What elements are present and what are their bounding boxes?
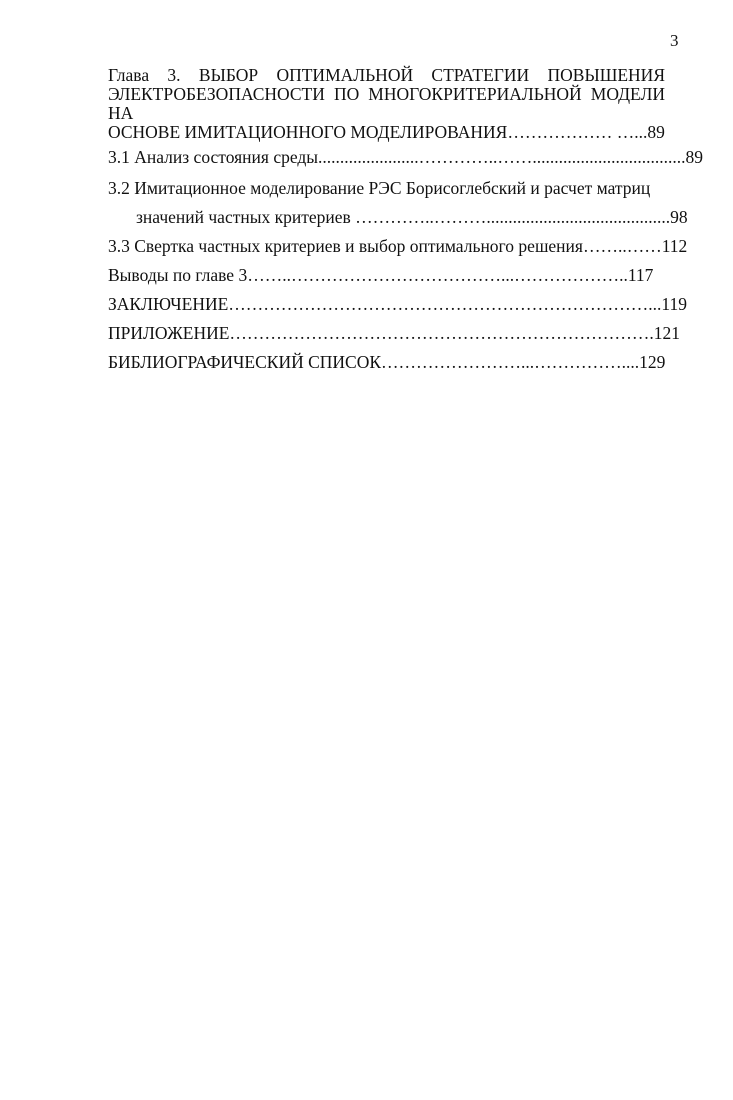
toc-entry-3-2-line-1: 3.2 Имитационное моделирование РЭС Борисоглебский и расчет матриц bbox=[108, 178, 651, 198]
page-number: 3 bbox=[670, 31, 679, 50]
chapter-heading-line-2: ЭЛЕКТРОБЕЗОПАСНОСТИ ПО МНОГОКРИТЕРИАЛЬНОЙ МОДЕЛИ НА bbox=[108, 84, 665, 123]
chapter-3-heading bbox=[108, 66, 665, 142]
toc-entry-3-3: 3.3 Свертка частных критериев и выбор оптимального решения……..……112 bbox=[108, 236, 688, 256]
toc-entry-conclusion: ЗАКЛЮЧЕНИЕ………………………………………………………………...119 bbox=[108, 294, 688, 314]
toc-entry-appendix: ПРИЛОЖЕНИЕ……………………………………………………………….121 bbox=[108, 323, 681, 343]
toc-entry-bibliography: БИБЛИОГРАФИЧЕСКИЙ СПИСОК……………………...……………....129 bbox=[108, 352, 666, 372]
chapter-heading-line-1: Глава 3. ВЫБОР ОПТИМАЛЬНОЙ СТРАТЕГИИ ПОВЫШЕНИЯ bbox=[108, 65, 665, 85]
toc-entry-conclusions-chapter-3: Выводы по главе 3……..………………………………...………………..117 bbox=[108, 265, 654, 285]
toc-entry-3-2-line-2: значений частных критериев …………..………..........................................98 bbox=[136, 207, 688, 227]
chapter-heading-line-3: ОСНОВЕ ИМИТАЦИОННОГО МОДЕЛИРОВАНИЯ……………… …...89 bbox=[108, 122, 665, 142]
toc-entry-3-1: 3.1 Анализ состояния среды.......................…………..……...................................89 bbox=[108, 147, 704, 167]
